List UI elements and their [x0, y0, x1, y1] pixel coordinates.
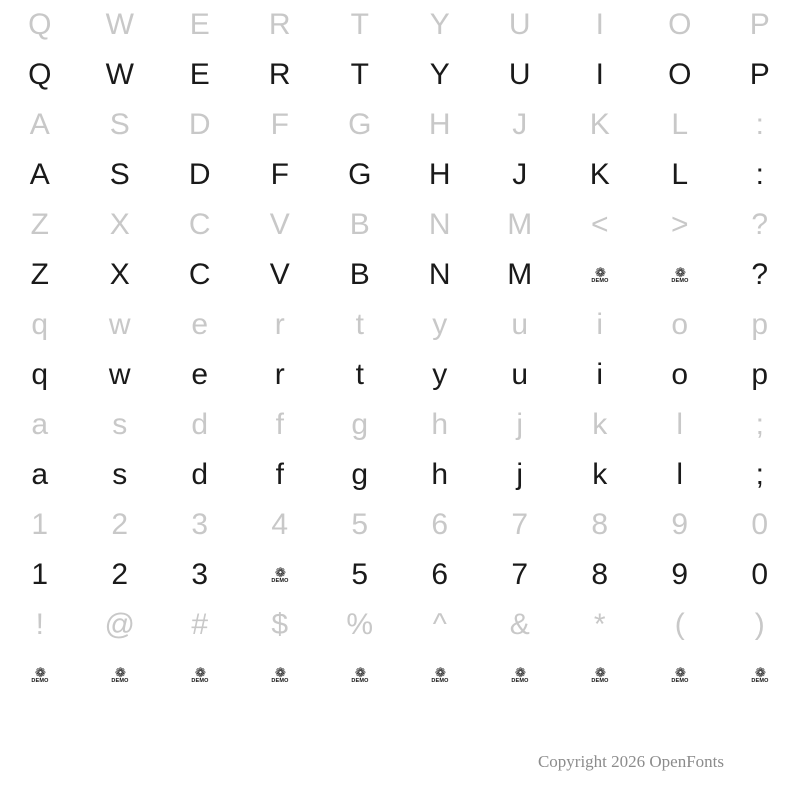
- demo-flower-glyph: ❁: [515, 664, 525, 680]
- glyph-cell: 0: [751, 508, 769, 541]
- glyph-cell: o: [671, 358, 689, 391]
- glyph-cell: I: [595, 58, 605, 91]
- glyph-cell: 3: [191, 558, 209, 591]
- glyph-cell: d: [191, 458, 209, 491]
- glyph-cell: u: [511, 308, 529, 341]
- glyph-cell: 2: [111, 508, 129, 541]
- demo-watermark-icon: [560, 650, 640, 700]
- glyph-cell: W: [105, 58, 135, 91]
- glyph-cell: U: [508, 58, 532, 91]
- glyph-cell: G: [348, 158, 372, 191]
- glyph-cell: g: [351, 408, 369, 441]
- demo-watermark-icon: [160, 650, 240, 700]
- glyph-cell: B: [349, 208, 371, 241]
- demo-caption: DEMO: [111, 677, 129, 684]
- glyph-cell: X: [109, 258, 131, 291]
- demo-watermark-icon: [320, 650, 400, 700]
- glyph-cell: 8: [591, 558, 609, 591]
- glyph-cell: y: [432, 308, 448, 341]
- demo-flower-glyph: ❁: [675, 264, 685, 280]
- glyph-cell: L: [671, 108, 689, 141]
- glyph-cell: s: [112, 458, 128, 491]
- glyph-cell: L: [671, 158, 689, 191]
- demo-watermark-icon: [240, 650, 320, 700]
- glyph-cell: U: [508, 8, 532, 41]
- demo-caption: DEMO: [671, 677, 689, 684]
- glyph-cell: 4: [271, 508, 289, 541]
- glyph-cell: l: [676, 408, 684, 441]
- glyph-cell: G: [348, 108, 372, 141]
- glyph-cell: y: [432, 358, 448, 391]
- glyph-cell: T: [350, 58, 370, 91]
- demo-watermark-icon: [560, 250, 640, 300]
- glyph-cell: R: [268, 58, 292, 91]
- glyph-cell: k: [592, 408, 608, 441]
- glyph-cell: h: [431, 458, 449, 491]
- glyph-cell: H: [428, 108, 452, 141]
- glyph-cell: ;: [755, 458, 765, 491]
- glyph-cell: p: [751, 358, 769, 391]
- glyph-cell: t: [355, 358, 365, 391]
- demo-caption: DEMO: [271, 677, 289, 684]
- glyph-cell: V: [269, 208, 291, 241]
- glyph-cell: 8: [591, 508, 609, 541]
- demo-caption: DEMO: [591, 277, 609, 284]
- glyph-cell: Z: [30, 258, 50, 291]
- glyph-cell: 5: [351, 558, 369, 591]
- glyph-cell: 1: [31, 508, 49, 541]
- demo-flower-glyph: ❁: [675, 664, 685, 680]
- glyph-cell: ): [754, 608, 766, 641]
- demo-flower-glyph: ❁: [275, 664, 285, 680]
- glyph-cell: d: [191, 408, 209, 441]
- glyph-cell: A: [29, 108, 51, 141]
- glyph-cell: A: [29, 158, 51, 191]
- glyph-cell: %: [346, 608, 374, 641]
- glyph-cell: J: [512, 158, 528, 191]
- glyph-cell: 7: [511, 558, 529, 591]
- glyph-cell: ^: [432, 608, 448, 641]
- demo-flower-glyph: ❁: [355, 664, 365, 680]
- glyph-cell: D: [188, 108, 212, 141]
- glyph-cell: ?: [751, 258, 769, 291]
- glyph-cell: a: [31, 408, 49, 441]
- glyph-cell: ;: [755, 408, 765, 441]
- demo-caption: DEMO: [31, 677, 49, 684]
- glyph-cell: >: [670, 208, 690, 241]
- glyph-cell: w: [108, 308, 132, 341]
- glyph-cell: Y: [429, 58, 451, 91]
- glyph-cell: W: [105, 8, 135, 41]
- glyph-cell: ?: [751, 208, 769, 241]
- demo-flower-glyph: ❁: [275, 564, 285, 580]
- glyph-cell: q: [31, 358, 49, 391]
- glyph-cell: K: [589, 158, 611, 191]
- glyph-cell: R: [268, 8, 292, 41]
- glyph-cell: p: [751, 308, 769, 341]
- glyph-cell: :: [755, 158, 765, 191]
- glyph-cell: 7: [511, 508, 529, 541]
- demo-caption: DEMO: [751, 677, 769, 684]
- demo-watermark-icon: [480, 650, 560, 700]
- demo-caption: DEMO: [351, 677, 369, 684]
- glyph-cell: H: [428, 158, 452, 191]
- glyph-cell: u: [511, 358, 529, 391]
- glyph-cell: Z: [30, 208, 50, 241]
- demo-watermark-icon: [0, 650, 80, 700]
- glyph-cell: Y: [429, 8, 451, 41]
- glyph-cell: j: [516, 458, 524, 491]
- glyph-cell: q: [31, 308, 49, 341]
- glyph-cell: o: [671, 308, 689, 341]
- glyph-cell: P: [749, 58, 771, 91]
- glyph-cell: 5: [351, 508, 369, 541]
- glyph-cell: O: [668, 58, 692, 91]
- glyph-cell: l: [676, 458, 684, 491]
- glyph-cell: a: [31, 458, 49, 491]
- glyph-cell: s: [112, 408, 128, 441]
- glyph-cell: E: [189, 8, 211, 41]
- glyph-cell: i: [596, 358, 604, 391]
- demo-caption: DEMO: [591, 677, 609, 684]
- glyph-cell: 0: [751, 558, 769, 591]
- glyph-cell: M: [507, 258, 533, 291]
- glyph-cell: S: [109, 108, 131, 141]
- glyph-cell: S: [109, 158, 131, 191]
- demo-flower-glyph: ❁: [435, 664, 445, 680]
- demo-watermark-icon: [640, 250, 720, 300]
- demo-watermark-icon: [80, 650, 160, 700]
- glyph-cell: D: [188, 158, 212, 191]
- glyph-cell: w: [108, 358, 132, 391]
- glyph-cell: t: [355, 308, 365, 341]
- glyph-cell: T: [350, 8, 370, 41]
- demo-watermark-icon: [720, 650, 800, 700]
- glyph-cell: X: [109, 208, 131, 241]
- glyph-cell: 9: [671, 558, 689, 591]
- glyph-cell: $: [271, 608, 289, 641]
- glyph-cell: e: [191, 358, 209, 391]
- glyph-cell: #: [191, 608, 209, 641]
- glyph-cell: i: [596, 308, 604, 341]
- glyph-cell: J: [512, 108, 528, 141]
- glyph-cell: <: [590, 208, 610, 241]
- glyph-cell: O: [668, 8, 692, 41]
- glyph-cell: 1: [31, 558, 49, 591]
- demo-caption: DEMO: [191, 677, 209, 684]
- glyph-cell: E: [189, 58, 211, 91]
- glyph-cell: B: [349, 258, 371, 291]
- glyph-cell: F: [270, 108, 290, 141]
- glyph-cell: N: [428, 208, 452, 241]
- glyph-cell: k: [592, 458, 608, 491]
- glyph-cell: (: [674, 608, 686, 641]
- glyph-cell: C: [188, 208, 212, 241]
- glyph-cell: 6: [431, 558, 449, 591]
- glyph-cell: @: [104, 608, 136, 641]
- glyph-cell: *: [593, 608, 607, 641]
- glyph-cell: j: [516, 408, 524, 441]
- glyph-cell: N: [428, 258, 452, 291]
- glyph-cell: K: [589, 108, 611, 141]
- demo-flower-glyph: ❁: [115, 664, 125, 680]
- glyph-cell: e: [191, 308, 209, 341]
- glyph-cell: !: [35, 608, 45, 641]
- demo-flower-glyph: ❁: [595, 264, 605, 280]
- demo-caption: DEMO: [431, 677, 449, 684]
- demo-flower-glyph: ❁: [35, 664, 45, 680]
- demo-watermark-icon: [240, 550, 320, 600]
- glyph-cell: 3: [191, 508, 209, 541]
- demo-flower-glyph: ❁: [595, 664, 605, 680]
- glyph-cell: 9: [671, 508, 689, 541]
- glyph-cell: r: [274, 358, 286, 391]
- glyph-cell: g: [351, 458, 369, 491]
- glyph-cell: V: [269, 258, 291, 291]
- demo-caption: DEMO: [271, 577, 289, 584]
- glyph-cell: Q: [28, 58, 52, 91]
- copyright-notice: Copyright 2026 OpenFonts: [537, 752, 724, 771]
- glyph-cell: r: [274, 308, 286, 341]
- demo-caption: DEMO: [671, 277, 689, 284]
- demo-caption: DEMO: [511, 677, 529, 684]
- demo-flower-glyph: ❁: [195, 664, 205, 680]
- glyph-cell: f: [275, 458, 285, 491]
- glyph-cell: I: [595, 8, 605, 41]
- glyph-cell: F: [270, 158, 290, 191]
- glyph-cell: :: [755, 108, 765, 141]
- glyph-cell: P: [749, 8, 771, 41]
- glyph-cell: M: [507, 208, 533, 241]
- glyph-cell: &: [509, 608, 531, 641]
- demo-flower-glyph: ❁: [755, 664, 765, 680]
- glyph-cell: f: [275, 408, 285, 441]
- demo-watermark-icon: [640, 650, 720, 700]
- glyph-cell: 2: [111, 558, 129, 591]
- demo-watermark-icon: [400, 650, 480, 700]
- glyph-cell: C: [188, 258, 212, 291]
- glyph-cell: h: [431, 408, 449, 441]
- glyph-cell: Q: [28, 8, 52, 41]
- glyph-cell: 6: [431, 508, 449, 541]
